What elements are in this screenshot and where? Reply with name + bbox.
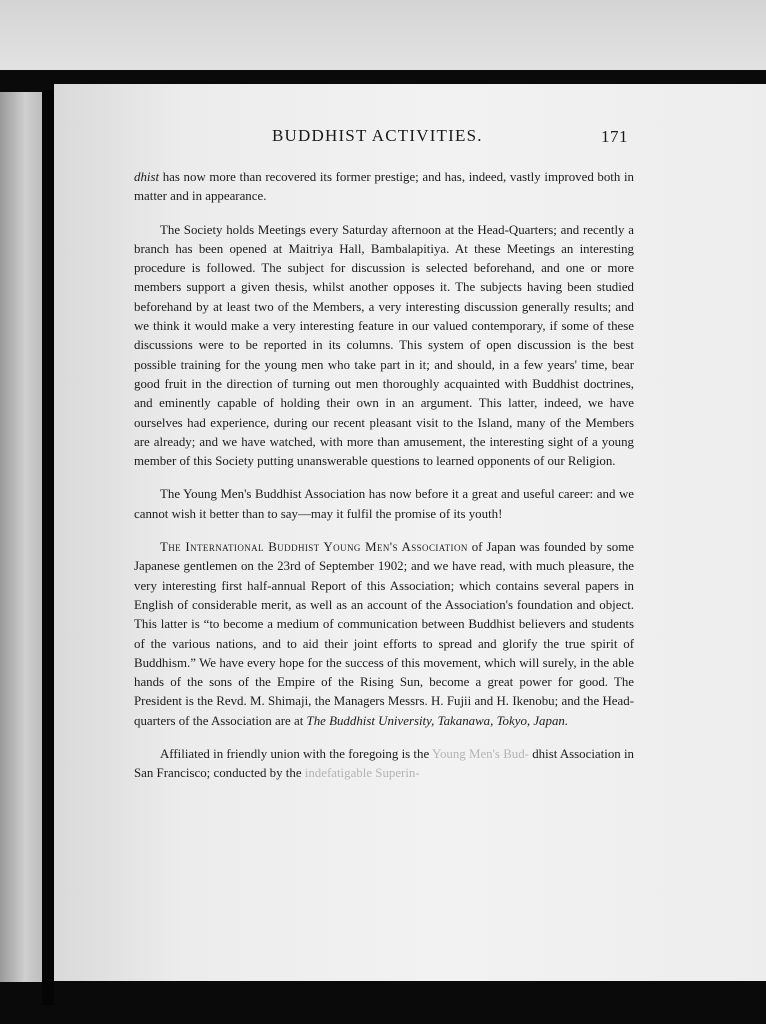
- running-head: [54, 126, 766, 152]
- facing-page-edge: [0, 92, 42, 982]
- book-page: [54, 84, 766, 981]
- scanned-book-spread: [0, 70, 766, 1024]
- paragraph-continuation: dhist has now more than recovered its former prestige; and has, indeed, vastly improved both in matter and in appearance.: [134, 170, 634, 204]
- paragraph-ymba-career: The Young Men's Buddhist Association has now before it a great and useful career: and we cannot wish it better than to say—may it fulfil the promise of its youth!: [134, 487, 634, 521]
- paragraph-san-francisco: Affiliated in friendly union with the foregoing is the Young Men's Bud- dhist Association in San Francisco; conducted by the indefatigable Superin-: [134, 747, 634, 781]
- association-name: The International Buddhist Young Men's Association: [160, 540, 468, 555]
- paragraph-society-meetings: The Society holds Meetings every Saturday afternoon at the Head-Quarters; and recently a branch has been opened at Maitriya Hall, Bambalapitiya. At these Meetings an interesting procedure is followed. The subject for discussion is selected beforehand, and one or more members support a given thesis, whilst another opposes it. The subjects having been studied beforehand by at least two of the Members, a very interesting discussion generally results; and we think it would make a very interesting feature in our valued contemporary, if some of these discussions were to be reported in its columns. This system of open discussion is the best possible training for the young men who take part in it; and should, in a few years' time, bear good fruit in the direction of turning out men thoroughly acquainted with Buddhist doctrines, and eminently capable of holding their own in an argument. This latter, indeed, we have ourselves had experience, during our recent pleasant visit to the Island, many of the Members are already; and we have watched, with more than amusement, the interesting sight of a young member of this Society putting unanswerable questions to learned opponents of our Religion.: [134, 222, 634, 469]
- paragraph-international-association: The International Buddhist Young Men's Association of Japan was founded by some Japanese gentlemen on the 23rd of September 1902; and we have read, with much pleasure, the very interesting first half-annual Report of this Association; which contains several papers in English of considerable merit, as well as an account of the Association's foundation and object. This latter is “to become a medium of communication between Buddhist believers and students of the various nations, and to aid their joint efforts to spread and glorify the true spirit of Buddhism.” We have every hope for the success of this movement, which will surely, in the able hands of the sons of the Empire of the Rising Sun, become a great power for good. The President is the Revd. M. Shimaji, the Managers Messrs. H. Fujii and H. Ikenobu; and the Head-quarters of the Association are at The Buddhist University, Takanawa, Tokyo, Japan.: [134, 540, 634, 728]
- scan-top-margin: [0, 0, 766, 70]
- association-address: The Buddhist University, Takanawa, Tokyo, Japan.: [306, 713, 569, 728]
- continued-word: dhist: [134, 170, 160, 184]
- body-text: [134, 168, 634, 798]
- page-number: 171: [601, 127, 628, 146]
- book-gutter: [42, 90, 54, 1005]
- running-title: BUDDHIST ACTIVITIES.: [272, 126, 483, 145]
